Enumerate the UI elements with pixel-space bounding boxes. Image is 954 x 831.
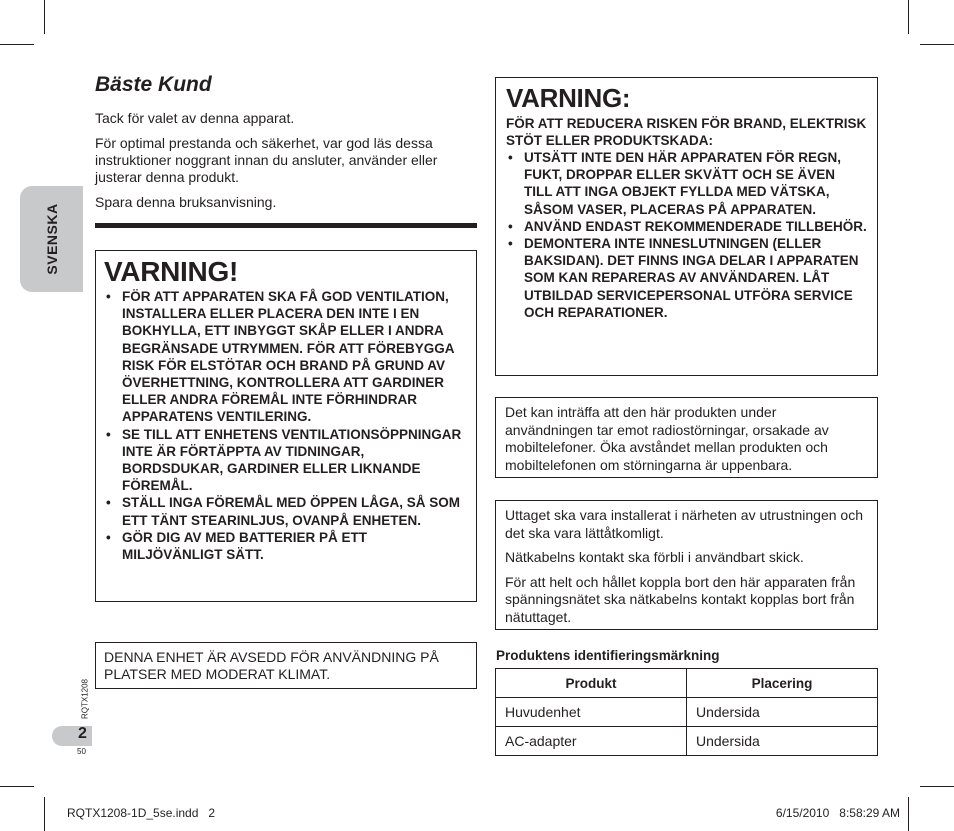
language-tab xyxy=(20,186,83,292)
column-header: Placering xyxy=(687,669,878,698)
crop-mark xyxy=(908,0,909,34)
crop-mark xyxy=(0,44,34,45)
warning-list xyxy=(506,149,867,321)
print-slug-file: RQTX1208-1D_5se.indd 2 xyxy=(67,806,216,820)
print-slug-timestamp: 6/15/2010 8:58:29 AM xyxy=(775,806,900,820)
warning-title: VARNING: xyxy=(506,83,631,113)
greeting-title: Bäste Kund xyxy=(95,73,212,96)
radio-interference-box xyxy=(495,397,878,478)
warning-item: • ANVÄND ENDAST REKOMMENDERADE TILLBEHÖR. xyxy=(506,218,867,235)
crop-mark xyxy=(44,0,45,34)
warning-lead: FÖR ATT REDUCERA RISKEN FÖR BRAND, ELEKTRISK STÖT ELLER PRODUKTSKADA: xyxy=(506,116,867,148)
warning-box-ventilation xyxy=(95,250,477,602)
outlet-paragraph: Nätkabelns kontakt ska förbli i användbart skick. xyxy=(505,549,804,565)
section-divider xyxy=(95,223,477,228)
greeting-text xyxy=(95,110,480,219)
language-tab-label: SVENSKA xyxy=(43,203,60,275)
warning-item: • UTSÄTT INTE DEN HÄR APPARATEN FÖR REGN, FUKT, DROPPAR ELLER SKVÄTT OCH SE ÄVEN TILL ATT INGA OBJEKT FYLLDA MED VÄTSKA, SÅSOM VASER, PLACERAS PÅ APPARATEN. xyxy=(506,149,867,218)
crop-mark xyxy=(44,797,45,831)
crop-mark xyxy=(0,786,34,787)
radio-interference-note: Det kan inträffa att den här produkten under användningen tar emot radiostörningar, orsakade av mobiltelefoner. Öka avståndet mellan produkten och mobiltelefonen om störningarna är uppenbara. xyxy=(505,404,829,473)
climate-note: DENNA ENHET ÄR AVSEDD FÖR ANVÄNDNING PÅ PLATSER MED MODERAT KLIMAT. xyxy=(104,649,439,682)
warning-item: • SE TILL ATT ENHETENS VENTILATIONSÖPPNINGAR INTE ÄR FÖRTÄPPTA AV TIDNINGAR, BORDSDUKAR, GARDINER ELLER LIKNANDE FÖREMÅL. xyxy=(104,426,468,495)
greeting-paragraph: Tack för valet av denna apparat. xyxy=(95,110,295,126)
page-sub-number: 50 xyxy=(77,747,86,756)
outlet-paragraph: Uttaget ska vara installerat i närheten av utrustningen och det ska vara lättåtkomligt. xyxy=(505,507,863,541)
document-code xyxy=(78,674,92,724)
table-row xyxy=(496,727,878,756)
table-header-row xyxy=(496,669,878,698)
warning-item: • DEMONTERA INTE INNESLUTNINGEN (ELLER BAKSIDAN). DET FINNS INGA DELAR I APPARATEN SOM KAN REPARERAS AV ANVÄNDAREN. LÅT UTBILDAD SERVICEPERSONAL UTFÖRA SERVICE OCH REPARATIONER. xyxy=(506,235,867,321)
warning-list xyxy=(104,288,468,563)
warning-item: • GÖR DIG AV MED BATTERIER PÅ ETT MILJÖVÄNLIGT SÄTT. xyxy=(104,529,468,563)
page-number: 2 xyxy=(78,725,87,742)
warning-box-fire xyxy=(495,77,878,376)
warning-item: • FÖR ATT APPARATEN SKA FÅ GOD VENTILATION, INSTALLERA ELLER PLACERA DEN INTE I EN BOKHYLLA, ETT INBYGGT SKÅP ELLER I ANDRA BEGRÄNSADE UTRYMMEN. FÖR ATT FÖREBYGGA RISK FÖR ELSTÖTAR OCH BRAND PÅ GRUND AV ÖVERHETTNING, KONTROLLERA ATT GARDINER ELLER ANDRA FÖREMÅL INTE FÖRHINDRAR APPARATENS VENTILERING. xyxy=(104,288,468,426)
greeting-paragraph: För optimal prestanda och säkerhet, var god läs dessa instruktioner noggrant innan du ansluter, använder eller justerar denna produkt. xyxy=(95,135,438,185)
crop-mark xyxy=(920,44,954,45)
identification-caption: Produktens identifieringsmärkning xyxy=(496,648,720,663)
table-row xyxy=(496,698,878,727)
identification-table xyxy=(495,668,878,756)
warning-item: • STÄLL INGA FÖREMÅL MED ÖPPEN LÅGA, SÅ SOM ETT TÄNT STEARINLJUS, OVANPÅ ENHETEN. xyxy=(104,494,468,528)
climate-note-box xyxy=(95,642,477,689)
greeting-paragraph: Spara denna bruksanvisning. xyxy=(95,194,277,210)
table-cell: Undersida xyxy=(687,727,878,756)
document-code-label: RQTX1208 xyxy=(80,678,90,720)
table-cell: Undersida xyxy=(687,698,878,727)
table-cell: AC-adapter xyxy=(496,727,687,756)
crop-mark xyxy=(908,797,909,831)
warning-title: VARNING! xyxy=(104,256,238,287)
outlet-paragraph: För att helt och hållet koppla bort den här apparaten från spänningsnätet ska nätkabelns kontakt kopplas bort från nätuttaget. xyxy=(505,573,856,625)
table-cell: Huvudenhet xyxy=(496,698,687,727)
crop-mark xyxy=(920,786,954,787)
outlet-note-box xyxy=(495,500,878,630)
column-header: Produkt xyxy=(496,669,687,698)
